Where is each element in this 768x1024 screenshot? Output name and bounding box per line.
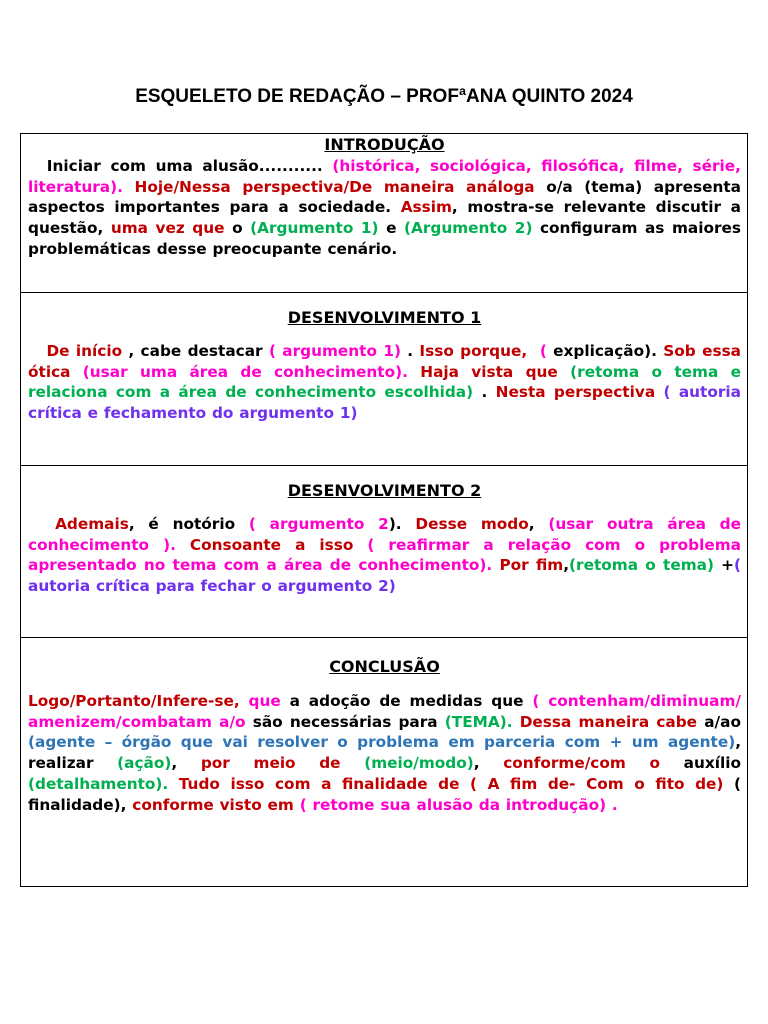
section-text — [28, 514, 747, 597]
text-run: ( finalidade), — [28, 774, 747, 814]
text-run: De início — [28, 342, 123, 360]
text-run: ( argumento 1) — [268, 342, 401, 360]
text-run: (Argumento 2) — [404, 219, 533, 238]
section-conclusion — [21, 638, 747, 886]
text-run: Sob essa ótica — [28, 342, 747, 381]
text-run: (usar uma área de conhecimento). — [82, 362, 421, 381]
section-development-2 — [21, 466, 747, 638]
essay-outline-table — [20, 133, 748, 887]
text-run: Consoante a isso — [189, 535, 368, 554]
text-run: , — [473, 754, 504, 773]
section-text — [28, 691, 747, 815]
text-run: , — [171, 754, 201, 773]
section-introduction — [21, 134, 747, 293]
text-run: configuram as maiores problemáticas desse preocupante cenário. — [28, 219, 747, 258]
section-heading: INTRODUÇÃO — [324, 135, 445, 154]
text-run: Hoje/Nessa perspectiva/De maneira análoga — [134, 177, 535, 196]
text-run: auxílio — [660, 754, 747, 773]
text-run: ( — [533, 342, 554, 360]
text-run: (usar outra área de conhecimento ). — [28, 515, 747, 554]
text-run: + — [713, 556, 735, 575]
text-run: . — [400, 342, 420, 360]
text-run: . — [473, 383, 496, 402]
text-run: por meio de — [200, 754, 365, 773]
text-run: Haja vista que — [420, 362, 571, 381]
text-run: , — [528, 515, 549, 533]
text-run: Iniciar com uma alusão........... — [28, 157, 333, 175]
document-title: ESQUELETO DE REDAÇÃO – PROFªANA QUINTO 2024 — [135, 86, 633, 107]
text-run: , mostra-se relevante discutir a questão, — [28, 198, 747, 238]
text-run: , realizar — [28, 733, 747, 773]
text-run: , cabe destacar — [122, 342, 269, 360]
text-run: (agente – órgão que vai resolver o problema em parceria com + um agente) — [28, 733, 736, 752]
text-run: Desse modo — [415, 515, 529, 533]
section-heading: DESENVOLVIMENTO 1 — [287, 308, 482, 327]
text-run: Dessa maneira cabe — [519, 712, 705, 731]
text-run: (Argumento 1) — [250, 219, 379, 238]
text-run: (ação) — [117, 754, 172, 773]
text-run: explicação). — [553, 342, 664, 360]
text-run: a adoção de medidas que — [280, 692, 533, 710]
text-run: a/ao — [704, 712, 747, 731]
text-run: Ademais — [28, 515, 129, 533]
text-run: ( argumento 2 — [248, 515, 389, 533]
text-run: Tudo isso com a finalidade de ( A fim de- Com o fito de) — [178, 774, 724, 793]
text-run: Isso porque, — [419, 342, 534, 360]
text-run: ( autoria crítica e fechamento do argumento 1) — [28, 383, 747, 423]
text-run: (TEMA). — [444, 712, 520, 731]
section-heading: CONCLUSÃO — [329, 657, 440, 676]
text-run: , é notório — [128, 515, 249, 533]
text-run: que — [248, 692, 281, 710]
text-run: Por fim — [499, 556, 564, 575]
text-run: e — [378, 219, 405, 238]
text-run: (detalhamento). — [28, 774, 179, 793]
text-run: uma vez que — [110, 219, 225, 238]
text-run: Nesta perspectiva — [495, 383, 664, 402]
text-run: (histórica, sociológica, filosófica, filme, série, literatura). — [28, 157, 747, 196]
text-run: Assim — [400, 198, 452, 217]
text-run: o/a (tema) apresenta aspectos importantes para a sociedade. — [28, 177, 747, 217]
text-run: o — [224, 219, 251, 238]
text-run: Logo/Portanto/Infere-se, — [28, 692, 249, 710]
text-run: ( contenham/diminuam/ amenizem/combatam a/o — [28, 692, 747, 731]
section-development-1 — [21, 293, 747, 466]
text-run: ( retome sua alusão da introdução) . — [299, 795, 618, 814]
section-heading: DESENVOLVIMENTO 2 — [287, 481, 482, 500]
section-text — [28, 156, 747, 260]
text-run: são necessárias para — [245, 712, 445, 731]
text-run: conforme/com o — [503, 754, 660, 773]
text-run: (retoma o tema) — [569, 556, 714, 575]
text-run: , — [563, 556, 570, 575]
text-run: ). — [388, 515, 416, 533]
text-run: ( reafirmar a relação com o problema apresentado no tema com a área de conhecimento). — [28, 535, 747, 575]
text-run: conforme visto em — [132, 795, 300, 814]
text-run: ( autoria crítica para fechar o argumento 2) — [28, 556, 747, 596]
text-run: (meio/modo) — [364, 754, 474, 773]
text-run: (retoma o tema e relaciona com a área de conhecimento escolhida) — [28, 362, 747, 402]
section-text — [28, 341, 747, 424]
